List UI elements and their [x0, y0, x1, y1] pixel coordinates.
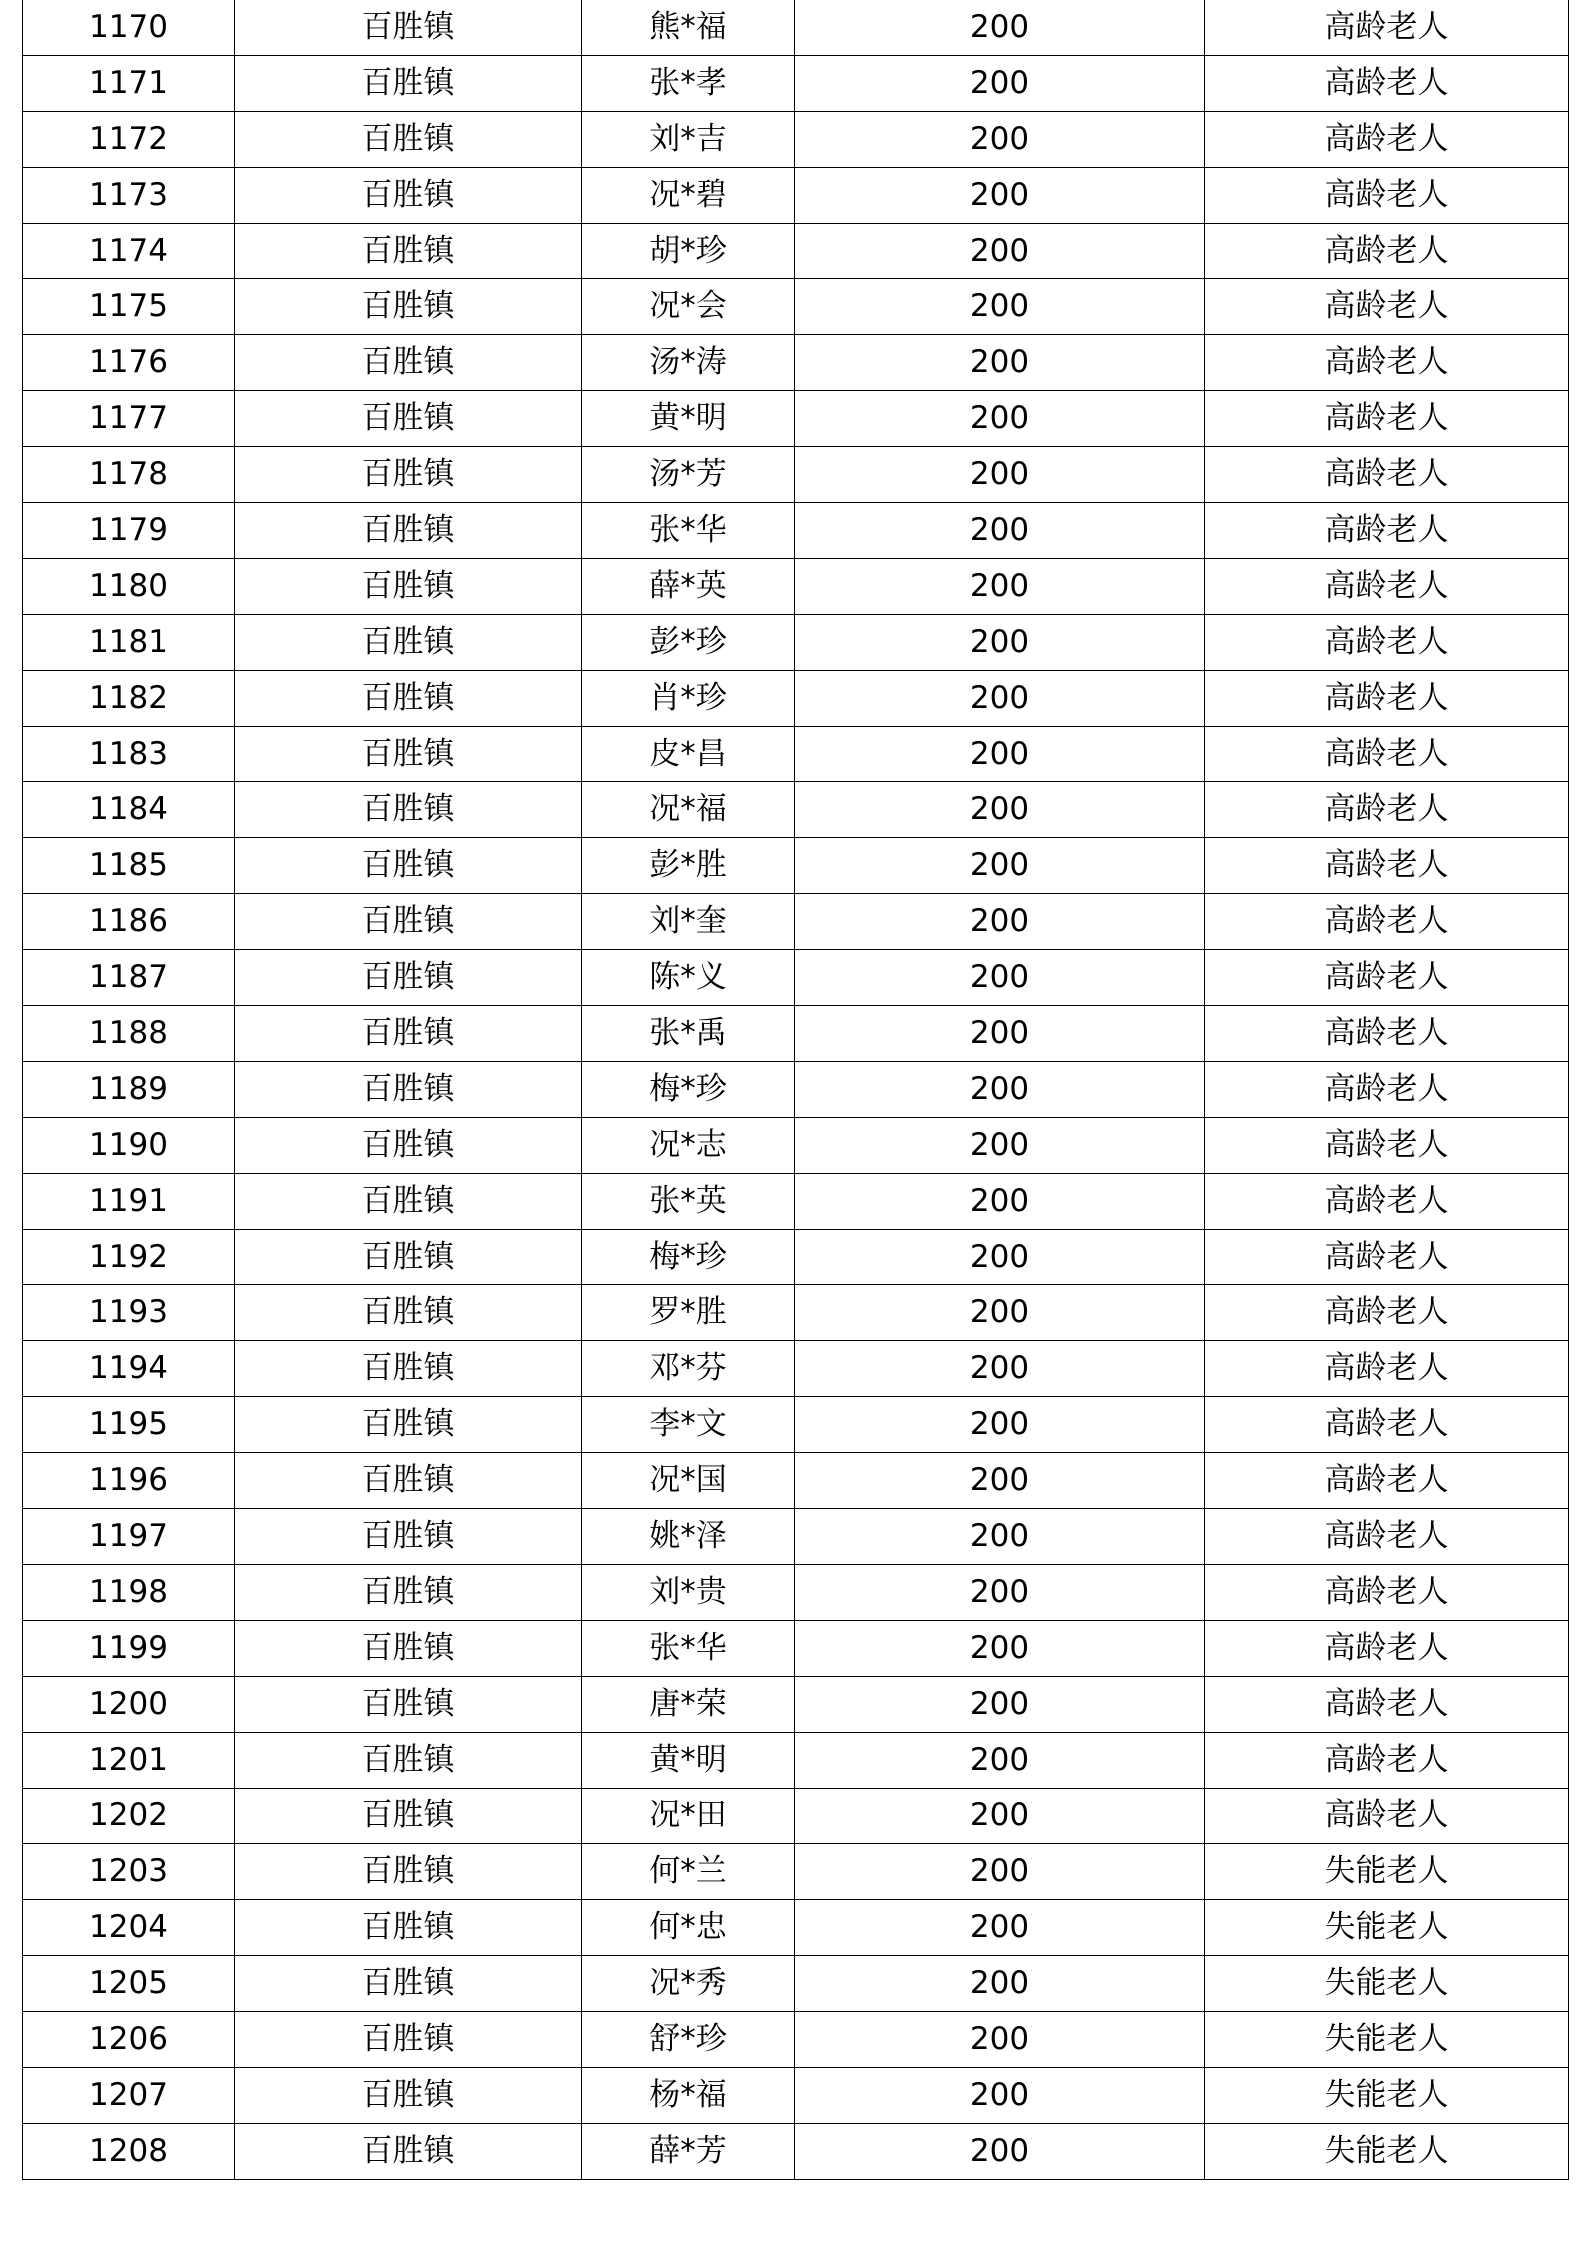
table-row [23, 838, 1569, 894]
town-cell: 百胜镇 [235, 1956, 582, 2012]
town-cell: 百胜镇 [235, 838, 582, 894]
name-cell: 舒*珍 [582, 2012, 795, 2068]
table-row [23, 447, 1569, 503]
table-row [23, 1061, 1569, 1117]
category-cell: 高龄老人 [1205, 782, 1569, 838]
category-cell: 失能老人 [1205, 1956, 1569, 2012]
category-cell: 高龄老人 [1205, 838, 1569, 894]
row-number-cell: 1200 [23, 1676, 235, 1732]
name-cell: 张*英 [582, 1173, 795, 1229]
town-cell: 百胜镇 [235, 55, 582, 111]
amount-cell: 200 [795, 670, 1205, 726]
row-number-cell: 1193 [23, 1285, 235, 1341]
table-row [23, 1397, 1569, 1453]
category-cell: 高龄老人 [1205, 726, 1569, 782]
row-number-cell: 1201 [23, 1732, 235, 1788]
town-cell: 百胜镇 [235, 950, 582, 1006]
table-row [23, 2067, 1569, 2123]
table-row [23, 111, 1569, 167]
row-number-cell: 1183 [23, 726, 235, 782]
name-cell: 刘*贵 [582, 1564, 795, 1620]
row-number-cell: 1186 [23, 894, 235, 950]
row-number-cell: 1181 [23, 614, 235, 670]
table-row [23, 1676, 1569, 1732]
table-row [23, 1732, 1569, 1788]
town-cell: 百胜镇 [235, 503, 582, 559]
amount-cell: 200 [795, 1117, 1205, 1173]
name-cell: 皮*昌 [582, 726, 795, 782]
name-cell: 肖*珍 [582, 670, 795, 726]
amount-cell: 200 [795, 1006, 1205, 1062]
table-row [23, 782, 1569, 838]
table-row [23, 1173, 1569, 1229]
row-number-cell: 1203 [23, 1844, 235, 1900]
amount-cell: 200 [795, 2123, 1205, 2179]
category-cell: 高龄老人 [1205, 0, 1569, 55]
subsidy-table [22, 0, 1569, 2180]
row-number-cell: 1177 [23, 391, 235, 447]
amount-cell: 200 [795, 1397, 1205, 1453]
amount-cell: 200 [795, 447, 1205, 503]
category-cell: 高龄老人 [1205, 1509, 1569, 1565]
name-cell: 李*文 [582, 1397, 795, 1453]
table-row [23, 1564, 1569, 1620]
town-cell: 百胜镇 [235, 614, 582, 670]
town-cell: 百胜镇 [235, 335, 582, 391]
row-number-cell: 1199 [23, 1620, 235, 1676]
town-cell: 百胜镇 [235, 1285, 582, 1341]
town-cell: 百胜镇 [235, 1173, 582, 1229]
table-row [23, 1285, 1569, 1341]
amount-cell: 200 [795, 1620, 1205, 1676]
category-cell: 高龄老人 [1205, 1453, 1569, 1509]
category-cell: 失能老人 [1205, 2123, 1569, 2179]
name-cell: 刘*奎 [582, 894, 795, 950]
name-cell: 张*华 [582, 1620, 795, 1676]
name-cell: 况*田 [582, 1788, 795, 1844]
row-number-cell: 1207 [23, 2067, 235, 2123]
town-cell: 百胜镇 [235, 1732, 582, 1788]
town-cell: 百胜镇 [235, 1453, 582, 1509]
amount-cell: 200 [795, 167, 1205, 223]
category-cell: 高龄老人 [1205, 1676, 1569, 1732]
category-cell: 失能老人 [1205, 1900, 1569, 1956]
amount-cell: 200 [795, 1844, 1205, 1900]
table-row [23, 167, 1569, 223]
town-cell: 百胜镇 [235, 447, 582, 503]
name-cell: 梅*珍 [582, 1229, 795, 1285]
table-row [23, 2012, 1569, 2068]
row-number-cell: 1191 [23, 1173, 235, 1229]
town-cell: 百胜镇 [235, 1676, 582, 1732]
amount-cell: 200 [795, 894, 1205, 950]
category-cell: 高龄老人 [1205, 1006, 1569, 1062]
row-number-cell: 1205 [23, 1956, 235, 2012]
table-row [23, 55, 1569, 111]
amount-cell: 200 [795, 223, 1205, 279]
category-cell: 高龄老人 [1205, 1564, 1569, 1620]
amount-cell: 200 [795, 391, 1205, 447]
name-cell: 胡*珍 [582, 223, 795, 279]
amount-cell: 200 [795, 950, 1205, 1006]
category-cell: 失能老人 [1205, 2012, 1569, 2068]
town-cell: 百胜镇 [235, 782, 582, 838]
row-number-cell: 1196 [23, 1453, 235, 1509]
town-cell: 百胜镇 [235, 1397, 582, 1453]
amount-cell: 200 [795, 1564, 1205, 1620]
category-cell: 高龄老人 [1205, 111, 1569, 167]
amount-cell: 200 [795, 1229, 1205, 1285]
row-number-cell: 1190 [23, 1117, 235, 1173]
table-row [23, 0, 1569, 55]
table-row [23, 614, 1569, 670]
row-number-cell: 1182 [23, 670, 235, 726]
category-cell: 高龄老人 [1205, 335, 1569, 391]
table-row [23, 1900, 1569, 1956]
town-cell: 百胜镇 [235, 1788, 582, 1844]
category-cell: 高龄老人 [1205, 558, 1569, 614]
table-row [23, 1453, 1569, 1509]
amount-cell: 200 [795, 1900, 1205, 1956]
category-cell: 高龄老人 [1205, 447, 1569, 503]
name-cell: 何*兰 [582, 1844, 795, 1900]
amount-cell: 200 [795, 503, 1205, 559]
category-cell: 高龄老人 [1205, 1285, 1569, 1341]
name-cell: 张*华 [582, 503, 795, 559]
row-number-cell: 1178 [23, 447, 235, 503]
amount-cell: 200 [795, 1285, 1205, 1341]
table-row [23, 335, 1569, 391]
category-cell: 高龄老人 [1205, 950, 1569, 1006]
town-cell: 百胜镇 [235, 1564, 582, 1620]
town-cell: 百胜镇 [235, 894, 582, 950]
name-cell: 陈*义 [582, 950, 795, 1006]
category-cell: 失能老人 [1205, 2067, 1569, 2123]
category-cell: 高龄老人 [1205, 1229, 1569, 1285]
category-cell: 高龄老人 [1205, 55, 1569, 111]
amount-cell: 200 [795, 1732, 1205, 1788]
row-number-cell: 1187 [23, 950, 235, 1006]
town-cell: 百胜镇 [235, 1061, 582, 1117]
row-number-cell: 1204 [23, 1900, 235, 1956]
category-cell: 高龄老人 [1205, 1788, 1569, 1844]
town-cell: 百胜镇 [235, 2012, 582, 2068]
table-row [23, 1341, 1569, 1397]
table-row [23, 1006, 1569, 1062]
amount-cell: 200 [795, 111, 1205, 167]
amount-cell: 200 [795, 1676, 1205, 1732]
town-cell: 百胜镇 [235, 111, 582, 167]
name-cell: 杨*福 [582, 2067, 795, 2123]
amount-cell: 200 [795, 1453, 1205, 1509]
row-number-cell: 1175 [23, 279, 235, 335]
table-row [23, 391, 1569, 447]
row-number-cell: 1197 [23, 1509, 235, 1565]
name-cell: 汤*芳 [582, 447, 795, 503]
town-cell: 百胜镇 [235, 1844, 582, 1900]
table-row [23, 503, 1569, 559]
table-row [23, 1844, 1569, 1900]
row-number-cell: 1195 [23, 1397, 235, 1453]
category-cell: 高龄老人 [1205, 614, 1569, 670]
name-cell: 况*秀 [582, 1956, 795, 2012]
row-number-cell: 1192 [23, 1229, 235, 1285]
row-number-cell: 1189 [23, 1061, 235, 1117]
amount-cell: 200 [795, 1061, 1205, 1117]
name-cell: 黄*明 [582, 391, 795, 447]
category-cell: 高龄老人 [1205, 167, 1569, 223]
amount-cell: 200 [795, 1173, 1205, 1229]
town-cell: 百胜镇 [235, 0, 582, 55]
name-cell: 况*会 [582, 279, 795, 335]
town-cell: 百胜镇 [235, 1341, 582, 1397]
amount-cell: 200 [795, 2012, 1205, 2068]
table-row [23, 1509, 1569, 1565]
name-cell: 况*福 [582, 782, 795, 838]
category-cell: 高龄老人 [1205, 1341, 1569, 1397]
name-cell: 邓*芬 [582, 1341, 795, 1397]
name-cell: 黄*明 [582, 1732, 795, 1788]
town-cell: 百胜镇 [235, 223, 582, 279]
row-number-cell: 1202 [23, 1788, 235, 1844]
amount-cell: 200 [795, 614, 1205, 670]
name-cell: 刘*吉 [582, 111, 795, 167]
amount-cell: 200 [795, 1509, 1205, 1565]
town-cell: 百胜镇 [235, 1900, 582, 1956]
category-cell: 高龄老人 [1205, 670, 1569, 726]
name-cell: 薛*芳 [582, 2123, 795, 2179]
table-row [23, 1229, 1569, 1285]
amount-cell: 200 [795, 55, 1205, 111]
row-number-cell: 1180 [23, 558, 235, 614]
amount-cell: 200 [795, 0, 1205, 55]
town-cell: 百胜镇 [235, 1117, 582, 1173]
table-row [23, 726, 1569, 782]
category-cell: 高龄老人 [1205, 503, 1569, 559]
town-cell: 百胜镇 [235, 726, 582, 782]
amount-cell: 200 [795, 1956, 1205, 2012]
name-cell: 彭*胜 [582, 838, 795, 894]
table-row [23, 950, 1569, 1006]
table-row [23, 1117, 1569, 1173]
amount-cell: 200 [795, 558, 1205, 614]
category-cell: 高龄老人 [1205, 894, 1569, 950]
category-cell: 高龄老人 [1205, 391, 1569, 447]
town-cell: 百胜镇 [235, 1006, 582, 1062]
category-cell: 高龄老人 [1205, 1397, 1569, 1453]
table-row [23, 1956, 1569, 2012]
row-number-cell: 1176 [23, 335, 235, 391]
amount-cell: 200 [795, 279, 1205, 335]
town-cell: 百胜镇 [235, 1509, 582, 1565]
town-cell: 百胜镇 [235, 670, 582, 726]
town-cell: 百胜镇 [235, 1620, 582, 1676]
town-cell: 百胜镇 [235, 2067, 582, 2123]
name-cell: 彭*珍 [582, 614, 795, 670]
name-cell: 唐*荣 [582, 1676, 795, 1732]
row-number-cell: 1174 [23, 223, 235, 279]
table-row [23, 279, 1569, 335]
row-number-cell: 1172 [23, 111, 235, 167]
table-row [23, 894, 1569, 950]
category-cell: 高龄老人 [1205, 279, 1569, 335]
name-cell: 况*志 [582, 1117, 795, 1173]
row-number-cell: 1184 [23, 782, 235, 838]
town-cell: 百胜镇 [235, 279, 582, 335]
name-cell: 姚*泽 [582, 1509, 795, 1565]
amount-cell: 200 [795, 2067, 1205, 2123]
name-cell: 况*国 [582, 1453, 795, 1509]
name-cell: 罗*胜 [582, 1285, 795, 1341]
row-number-cell: 1188 [23, 1006, 235, 1062]
row-number-cell: 1198 [23, 1564, 235, 1620]
category-cell: 高龄老人 [1205, 1173, 1569, 1229]
town-cell: 百胜镇 [235, 391, 582, 447]
table-row [23, 223, 1569, 279]
category-cell: 失能老人 [1205, 1844, 1569, 1900]
row-number-cell: 1173 [23, 167, 235, 223]
row-number-cell: 1206 [23, 2012, 235, 2068]
name-cell: 何*忠 [582, 1900, 795, 1956]
category-cell: 高龄老人 [1205, 223, 1569, 279]
name-cell: 梅*珍 [582, 1061, 795, 1117]
table-row [23, 670, 1569, 726]
category-cell: 高龄老人 [1205, 1732, 1569, 1788]
table-body [23, 0, 1569, 2179]
name-cell: 张*孝 [582, 55, 795, 111]
name-cell: 张*禹 [582, 1006, 795, 1062]
name-cell: 汤*涛 [582, 335, 795, 391]
row-number-cell: 1179 [23, 503, 235, 559]
table-row [23, 2123, 1569, 2179]
row-number-cell: 1171 [23, 55, 235, 111]
amount-cell: 200 [795, 838, 1205, 894]
amount-cell: 200 [795, 335, 1205, 391]
amount-cell: 200 [795, 782, 1205, 838]
table-row [23, 558, 1569, 614]
row-number-cell: 1170 [23, 0, 235, 55]
table-row [23, 1788, 1569, 1844]
subsidy-table-container [22, 0, 1568, 2180]
name-cell: 况*碧 [582, 167, 795, 223]
name-cell: 薛*英 [582, 558, 795, 614]
town-cell: 百胜镇 [235, 2123, 582, 2179]
amount-cell: 200 [795, 1788, 1205, 1844]
town-cell: 百胜镇 [235, 1229, 582, 1285]
row-number-cell: 1185 [23, 838, 235, 894]
category-cell: 高龄老人 [1205, 1061, 1569, 1117]
row-number-cell: 1194 [23, 1341, 235, 1397]
name-cell: 熊*福 [582, 0, 795, 55]
category-cell: 高龄老人 [1205, 1117, 1569, 1173]
town-cell: 百胜镇 [235, 167, 582, 223]
category-cell: 高龄老人 [1205, 1620, 1569, 1676]
amount-cell: 200 [795, 1341, 1205, 1397]
table-row [23, 1620, 1569, 1676]
row-number-cell: 1208 [23, 2123, 235, 2179]
amount-cell: 200 [795, 726, 1205, 782]
town-cell: 百胜镇 [235, 558, 582, 614]
